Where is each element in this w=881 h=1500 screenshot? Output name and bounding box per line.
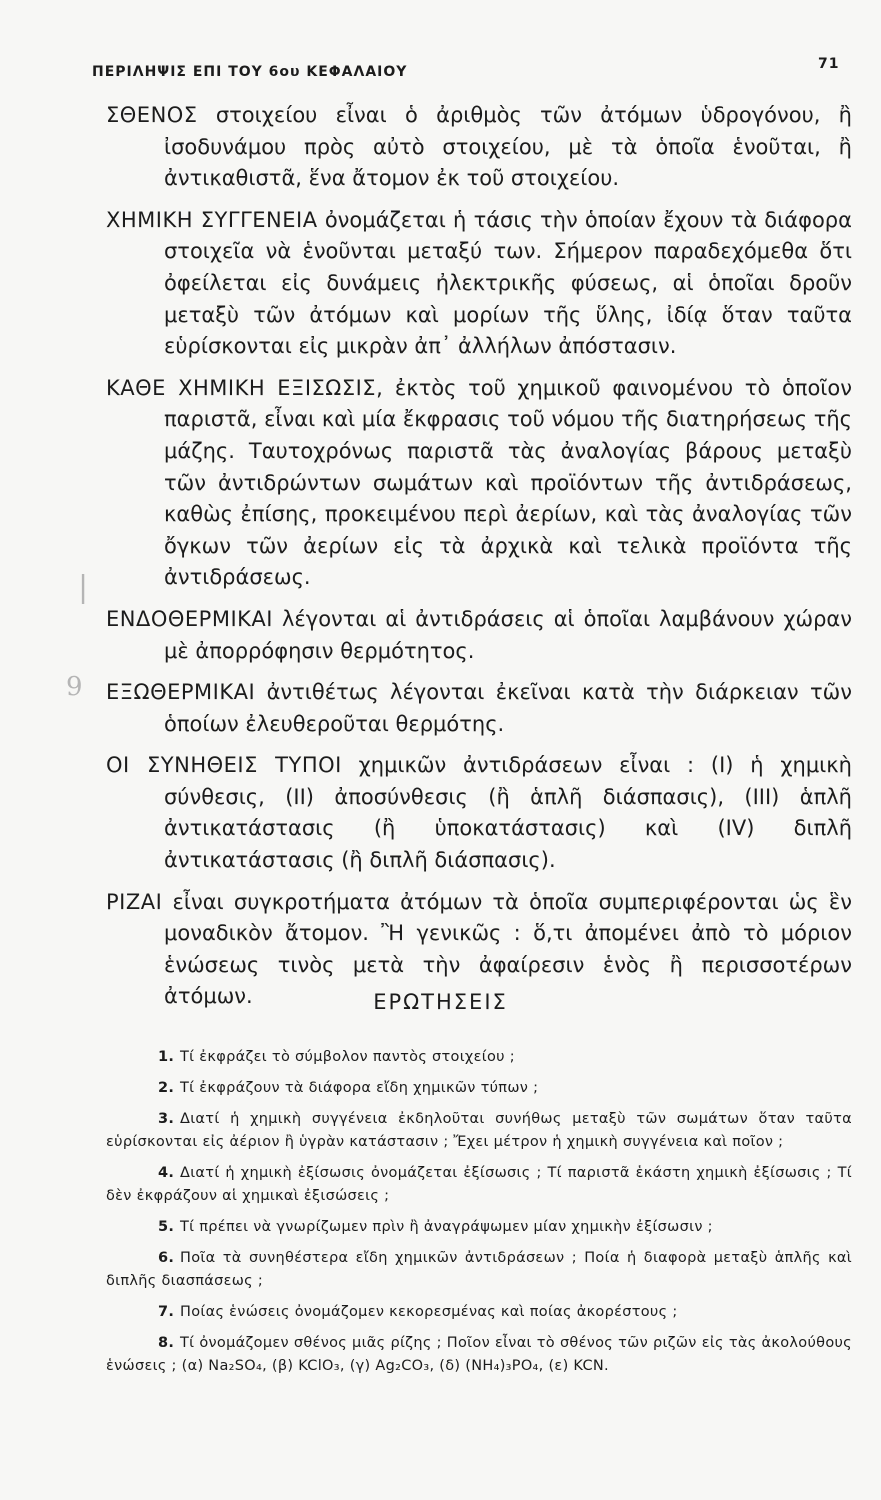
- definition-term: ΣΘΕΝΟΣ: [106, 103, 198, 127]
- question-number: 3.: [158, 1111, 175, 1127]
- question-number: 4.: [158, 1165, 175, 1181]
- question-item: [106, 1216, 852, 1239]
- definitions-section: [106, 100, 852, 1023]
- question-item: [106, 1301, 852, 1324]
- question-number: 6.: [158, 1250, 175, 1266]
- question-text: Διατί ἡ χημικὴ συγγένεια ἐκδηλοῦται συνήθως μεταξὺ τῶν σωμάτων ὅταν ταῦτα εὑρίσκονται εἰς ἀέριον ἢ ὑγρὰν κατάστασιν ; Ἔχει μέτρον ἡ χημικὴ συγγένεια καὶ ποῖον ;: [106, 1111, 852, 1150]
- question-number: 7.: [158, 1304, 175, 1320]
- question-item: [106, 1077, 852, 1100]
- definition-text: στοιχείου εἶναι ὁ ἀριθμὸς τῶν ἀτόμων ὑδρογόνου, ἢ ἰσοδυνάμου πρὸς αὐτὸ στοιχείου, μὲ τὰ ὁποῖα ἑνοῦται, ἢ ἀντικαθιστᾶ, ἕνα ἄτομον ἐκ τοῦ στοιχείου.: [164, 103, 852, 191]
- definition-term: ΟΙ ΣΥΝΗΘΕΙΣ ΤΥΠΟΙ: [106, 753, 342, 778]
- page-number: 71: [818, 56, 840, 72]
- question-number: 1.: [158, 1049, 175, 1065]
- question-number: 8.: [158, 1335, 175, 1351]
- definition-term: ΚΑΘΕ ΧΗΜΙΚΗ ΕΞΙΣΩΣΙΣ,: [106, 375, 384, 400]
- definition-term: ΕΝΔΟΘΕΡΜΙΚΑΙ: [106, 606, 273, 631]
- question-text: Τί ἐκφράζει τὸ σύμβολον παντὸς στοιχείου ;: [180, 1049, 515, 1065]
- question-item: [106, 1108, 852, 1154]
- definition-text: ἐκτὸς τοῦ χημικοῦ φαινομένου τὸ ὁποῖον παριστᾶ, εἶναι καὶ μία ἔκφρασις τοῦ νόμου τῆς διατηρήσεως τῆς μάζης. Ταυτοχρόνως παριστᾶ τὰς ἀναλογίας βάρους μεταξὺ τῶν ἀντιδρώντων σωμάτων καὶ προϊόντων τῆς ἀντιδράσεως, καθὼς ἐπίσης, προκειμένου περὶ ἀερίων, καὶ τὰς ἀναλογίας τῶν ὄγκων τῶν ἀερίων εἰς τὰ ἀρχικὰ καὶ τελικὰ προϊόντα τῆς ἀντιδράσεως.: [164, 375, 852, 590]
- definition-term: ΕΞΩΘΕΡΜΙΚΑΙ: [106, 680, 256, 705]
- definition-entry: [106, 100, 852, 195]
- definition-text: χημικῶν ἀντιδράσεων εἶναι : (Ι) ἡ χημικὴ σύνθεσις, (ΙΙ) ἀποσύνθεσις (ἢ ἁπλῆ διάσπασις), (ΙΙΙ) ἁπλῆ ἀντικατάστασις (ἢ ὑποκατάστασις) καὶ (ΙV) διπλῆ ἀντικατάστασις (ἢ διπλῆ διάσπασις).: [164, 753, 852, 873]
- question-item: [106, 1162, 852, 1208]
- pencil-mark-icon: |: [78, 570, 89, 605]
- question-item: [106, 1332, 852, 1378]
- definition-term: ΧΗΜΙΚΗ ΣΥΓΓΕΝΕΙΑ: [106, 207, 318, 232]
- definition-entry: [106, 750, 852, 876]
- questions-list: [106, 1046, 852, 1386]
- definition-entry: [106, 677, 852, 740]
- definition-entry: [106, 373, 852, 594]
- question-text: Τί ὀνομάζομεν σθένος μιᾶς ρίζης ; Ποῖον εἶναι τὸ σθένος τῶν ριζῶν εἰς τὰς ἀκολούθους ἑνώσεις ; (α) Na₂SO₄, (β) KClO₃, (γ) Ag₂CO₃, (δ) (NH₄)₃PO₄, (ε) KCN.: [106, 1335, 852, 1374]
- question-number: 5.: [158, 1219, 175, 1235]
- question-item: [106, 1247, 852, 1293]
- question-text: Τί ἐκφράζουν τὰ διάφορα εἴδη χημικῶν τύπων ;: [180, 1080, 539, 1096]
- definition-entry: [106, 604, 852, 667]
- question-text: Ποῖα τὰ συνηθέστερα εἴδη χημικῶν ἀντιδράσεων ; Ποία ἡ διαφορὰ μεταξὺ ἁπλῆς καὶ διπλῆς διασπάσεως ;: [106, 1250, 852, 1289]
- question-item: [106, 1046, 852, 1069]
- questions-title: ΕΡΩΤΗΣΕΙΣ: [373, 990, 508, 1014]
- question-text: Ποίας ἑνώσεις ὀνομάζομεν κεκορεσμένας καὶ ποίας ἀκορέστους ;: [180, 1304, 678, 1320]
- definition-text: λέγονται αἱ ἀντιδράσεις αἱ ὁποῖαι λαμβάνουν χώραν μὲ ἀπορρόφησιν θερμότητος.: [164, 606, 852, 663]
- definition-text: ὀνομάζεται ἡ τάσις τὴν ὁποίαν ἔχουν τὰ διάφορα στοιχεῖα νὰ ἑνοῦνται μεταξύ των. Σήμερον παραδεχόμεθα ὅτι ὀφείλεται εἰς δυνάμεις ἠλεκτρικῆς φύσεως, αἱ ὁποῖαι δροῦν μεταξὺ τῶν ἀτόμων καὶ μορίων τῆς ὕλης, ἰδίᾳ ὅταν ταῦτα εὑρίσκονται εἰς μικρὰν ἀπ᾿ ἀλλήλων ἀπόστασιν.: [164, 207, 852, 359]
- question-text: Διατί ἡ χημικὴ ἐξίσωσις ὀνομάζεται ἐξίσωσις ; Τί παριστᾶ ἑκάστη χημικὴ ἐξίσωσις ; Τί δὲν ἐκφράζουν αἱ χημικαὶ ἐξισώσεις ;: [106, 1165, 852, 1204]
- definition-entry: [106, 205, 852, 363]
- definition-text: ἀντιθέτως λέγονται ἐκεῖναι κατὰ τὴν διάρκειαν τῶν ὁποίων ἐλευθεροῦται θερμότης.: [164, 680, 852, 736]
- question-text: Τί πρέπει νὰ γνωρίζωμεν πρὶν ἢ ἀναγράψωμεν μίαν χημικὴν ἐξίσωσιν ;: [180, 1219, 713, 1235]
- definition-text: εἶναι συγκροτήματα ἀτόμων τὰ ὁποῖα συμπεριφέρονται ὡς ἓν μοναδικὸν ἄτομον. Ἢ γενικῶς : ὅ,τι ἀπομένει ἀπὸ τὸ μόριον ἑνώσεως τινὸς μετὰ τὴν ἀφαίρεσιν ἑνὸς ἢ περισσοτέρων ἀτόμων.: [164, 889, 852, 1009]
- pencil-mark-icon: 9: [66, 672, 83, 702]
- question-number: 2.: [158, 1080, 175, 1096]
- running-header: ΠΕΡΙΛΗΨΙΣ ΕΠΙ ΤΟΥ 6ου ΚΕΦΑΛΑΙΟΥ: [92, 64, 408, 80]
- definition-term: ΡΙΖΑΙ: [106, 889, 163, 914]
